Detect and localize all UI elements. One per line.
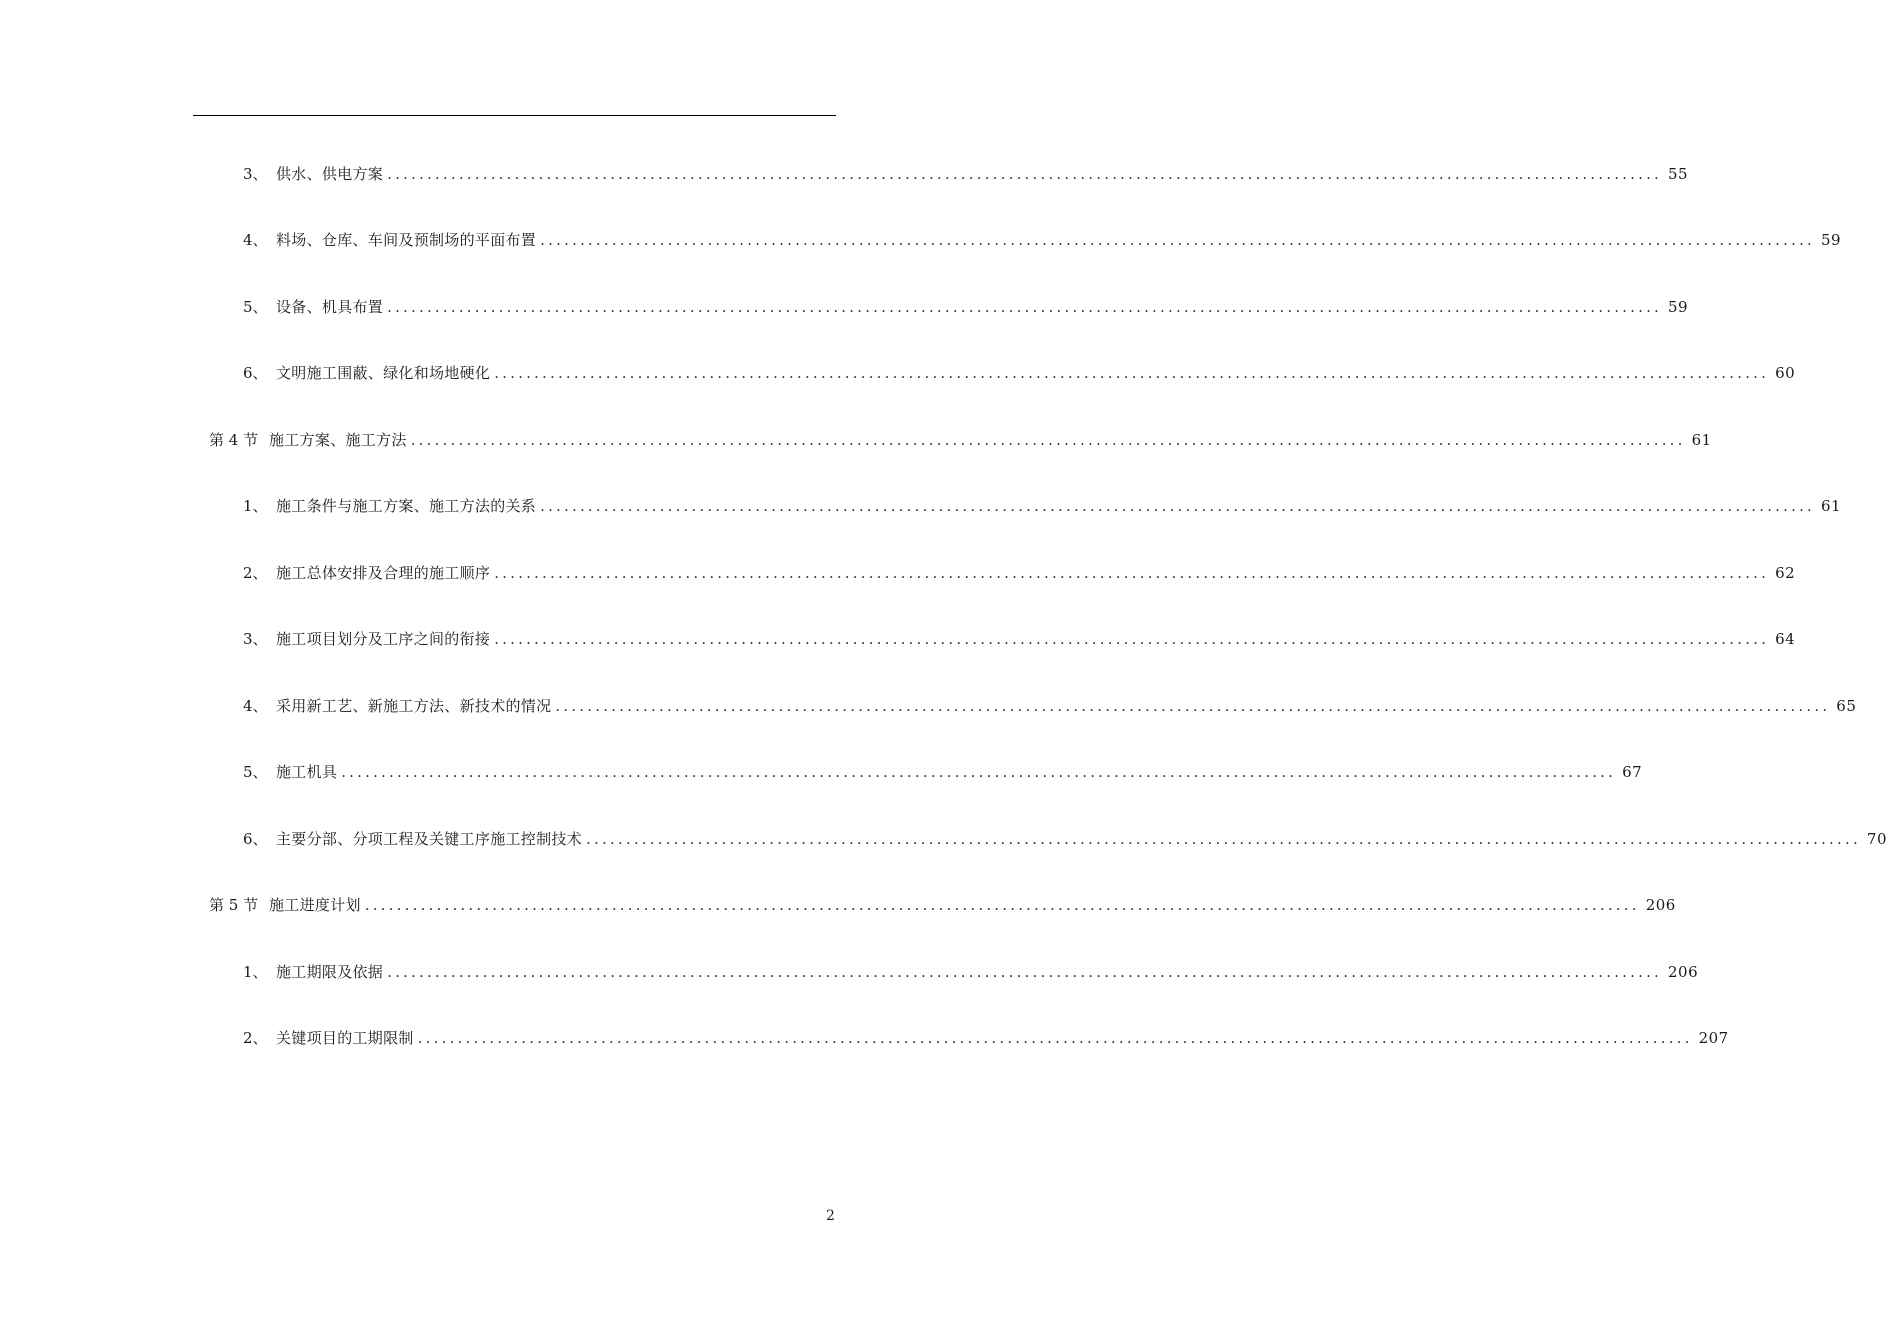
toc-entry-title: 施工方案、施工方法 [269,431,407,449]
toc-entry-number: 第 5 节 [209,896,259,914]
header-rule [193,115,836,116]
toc-entry-page: 206 [1668,963,1699,981]
toc-entry-title: 施工条件与施工方案、施工方法的关系 [276,497,537,515]
toc-dot-leader: ................................................................................................................................................................ [417,1029,1693,1047]
toc-entry-number: 5、 [243,298,268,316]
toc-entry-page: 64 [1775,630,1796,648]
toc-entry-number: 2、 [243,564,268,582]
toc-entry[interactable] [243,495,1842,517]
toc-entry[interactable] [243,695,1857,717]
toc-entry-title: 设备、机具布置 [276,298,384,316]
toc-dot-leader: ................................................................................................................................................................ [341,763,1617,781]
toc-entry-title: 施工总体安排及合理的施工顺序 [276,564,491,582]
toc-entry-number: 1、 [243,497,268,515]
toc-entry-page: 60 [1775,364,1796,382]
toc-entry[interactable] [243,229,1842,251]
toc-entry-page: 65 [1836,697,1857,715]
toc-entry-title: 主要分部、分项工程及关键工序施工控制技术 [276,830,583,848]
toc-entry-page: 59 [1668,298,1689,316]
toc-dot-leader: ................................................................................................................................................................ [540,497,1815,515]
toc-entry-page: 67 [1622,763,1643,781]
toc-dot-leader: ................................................................................................................................................................ [364,896,1640,914]
toc-entry-number: 3、 [243,165,268,183]
toc-dot-leader: ................................................................................................................................................................ [387,963,1662,981]
toc-entry-title: 供水、供电方案 [276,165,384,183]
page-number: 2 [826,1208,835,1224]
toc-dot-leader: ................................................................................................................................................................ [494,364,1770,382]
toc-entry-page: 61 [1821,497,1842,515]
toc-entry-title: 采用新工艺、新施工方法、新技术的情况 [276,697,552,715]
toc-entry-number: 4、 [243,697,268,715]
toc-entry-title: 施工机具 [276,763,338,781]
toc-entry-title: 料场、仓库、车间及预制场的平面布置 [276,231,537,249]
toc-entry[interactable] [243,163,1689,185]
toc-entry-title: 施工期限及依据 [276,963,384,981]
toc-entry-number: 第 4 节 [209,431,259,449]
toc-entry[interactable] [209,429,1712,451]
toc-entry-number: 6、 [243,830,268,848]
toc-entry-page: 206 [1645,896,1676,914]
toc-entry-number: 5、 [243,763,268,781]
toc-entry[interactable] [243,828,1887,850]
toc-entry-page: 207 [1698,1029,1729,1047]
toc-entry-page: 62 [1775,564,1796,582]
toc-entry-page: 61 [1691,431,1712,449]
toc-entry-page: 59 [1821,231,1842,249]
toc-dot-leader: ................................................................................................................................................................ [387,298,1662,316]
toc-entry-title: 文明施工围蔽、绿化和场地硬化 [276,364,491,382]
toc-entry-number: 6、 [243,364,268,382]
toc-entry[interactable] [243,628,1796,650]
toc-entry-page: 55 [1668,165,1689,183]
toc-dot-leader: ................................................................................................................................................................ [410,431,1686,449]
toc-dot-leader: ................................................................................................................................................................ [494,630,1770,648]
toc-entry-title: 施工进度计划 [269,896,361,914]
toc-entry-number: 3、 [243,630,268,648]
toc-dot-leader: ................................................................................................................................................................ [494,564,1770,582]
toc-entry-page: 70 [1866,830,1887,848]
toc-entry-number: 2、 [243,1029,268,1047]
toc-entry[interactable] [209,894,1676,916]
toc-dot-leader: ................................................................................................................................................................ [586,830,1861,848]
toc-dot-leader: ................................................................................................................................................................ [540,231,1815,249]
toc-entry[interactable] [243,362,1796,384]
toc-entry[interactable] [243,961,1699,983]
toc-entry[interactable] [243,1027,1729,1049]
toc-entry-number: 1、 [243,963,268,981]
toc-entry-title: 关键项目的工期限制 [276,1029,414,1047]
toc-entry[interactable] [243,562,1796,584]
toc-dot-leader: ................................................................................................................................................................ [555,697,1831,715]
toc-entry-title: 施工项目划分及工序之间的衔接 [276,630,491,648]
toc-entry[interactable] [243,761,1643,783]
toc-dot-leader: ................................................................................................................................................................ [387,165,1662,183]
toc-entry[interactable] [243,296,1689,318]
toc-entry-number: 4、 [243,231,268,249]
